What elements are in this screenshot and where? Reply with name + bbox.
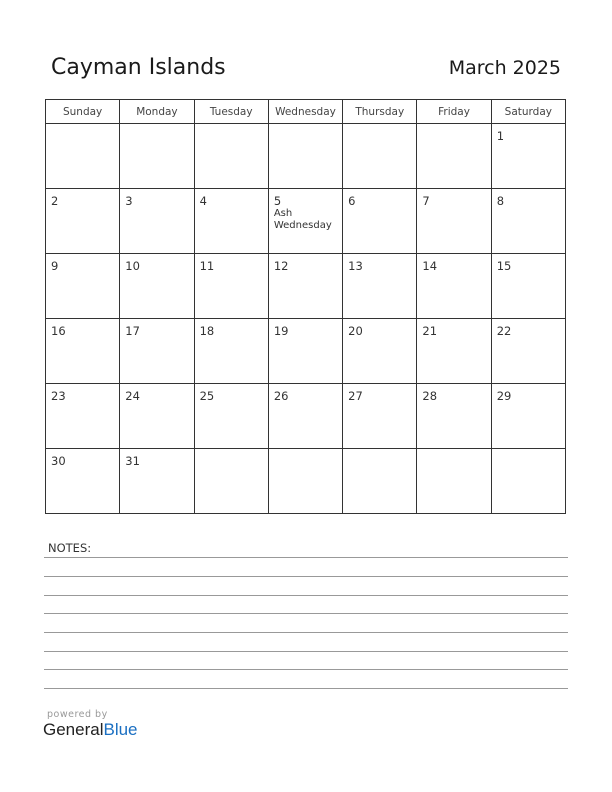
- powered-by-text: powered by: [47, 709, 108, 720]
- day-cell: [120, 449, 194, 514]
- day-cell: [46, 449, 120, 514]
- notes-line: [44, 669, 568, 670]
- notes-line: [44, 688, 568, 689]
- day-cell: [120, 189, 194, 254]
- day-cell: [343, 449, 417, 514]
- day-number: 20: [348, 324, 363, 338]
- day-number: 22: [496, 324, 512, 338]
- day-cell: [46, 189, 120, 254]
- day-number: 16: [51, 324, 66, 338]
- notes-line: [44, 651, 568, 652]
- day-number: 21: [422, 324, 438, 338]
- day-cell: [417, 124, 491, 189]
- day-cell: [120, 254, 194, 319]
- day-cell: [491, 124, 565, 189]
- day-number: 18: [199, 324, 215, 338]
- notes-line: [44, 613, 568, 614]
- day-cell: [343, 124, 417, 189]
- day-cell: [268, 254, 342, 319]
- notes-line: [44, 557, 568, 558]
- day-cell: [343, 189, 417, 254]
- day-number: 14: [422, 259, 438, 273]
- day-cell: [417, 384, 491, 449]
- day-cell: [46, 124, 120, 189]
- day-number: 19: [273, 324, 289, 338]
- day-cell: [491, 189, 565, 254]
- notes-line: [44, 576, 568, 577]
- day-cell: [268, 449, 342, 514]
- week-row: [46, 384, 566, 449]
- day-number: 7: [422, 194, 430, 208]
- weekday-tuesday: Tuesday: [194, 100, 268, 124]
- week-row: [46, 254, 566, 319]
- day-number: 11: [199, 259, 215, 273]
- day-cell: [268, 189, 342, 254]
- day-number: 6: [348, 194, 356, 208]
- day-number: 15: [496, 259, 512, 273]
- day-number: 29: [496, 389, 512, 403]
- day-cell: [417, 319, 491, 384]
- day-cell: [343, 319, 417, 384]
- day-cell: [194, 254, 268, 319]
- country-title: Cayman Islands: [51, 55, 226, 80]
- day-cell: [268, 319, 342, 384]
- day-cell: [491, 254, 565, 319]
- day-number: 8: [496, 194, 505, 208]
- brand-general: General: [43, 720, 104, 739]
- day-number: 25: [199, 389, 215, 403]
- weekday-friday: Friday: [417, 100, 491, 124]
- weekday-wednesday: Wednesday: [268, 100, 342, 124]
- week-row: [46, 124, 566, 189]
- day-cell: [46, 384, 120, 449]
- day-number: 26: [273, 389, 289, 403]
- notes-line: [44, 632, 568, 633]
- brand-logo: [43, 720, 138, 740]
- day-number: 4: [199, 194, 207, 208]
- day-number: 13: [348, 259, 363, 273]
- weekday-saturday: Saturday: [491, 100, 565, 124]
- holiday-label: Ash Wednesday: [273, 208, 332, 231]
- day-cell: [343, 254, 417, 319]
- weekday-sunday: Sunday: [46, 100, 120, 124]
- day-cell: [417, 449, 491, 514]
- day-cell: [46, 254, 120, 319]
- day-number: 10: [125, 259, 140, 273]
- day-cell: [194, 449, 268, 514]
- day-number: 5: [273, 194, 282, 208]
- day-cell: [194, 189, 268, 254]
- day-number: 17: [125, 324, 140, 338]
- day-cell: [194, 124, 268, 189]
- day-number: 30: [51, 454, 66, 468]
- notes-label: NOTES:: [48, 541, 92, 555]
- day-cell: [491, 449, 565, 514]
- day-number: 9: [51, 259, 59, 273]
- day-number: 1: [496, 129, 505, 143]
- day-cell: [343, 384, 417, 449]
- week-row: [46, 319, 566, 384]
- day-cell: [194, 319, 268, 384]
- day-number: 3: [125, 194, 133, 208]
- calendar-grid: [45, 99, 566, 514]
- weekday-monday: Monday: [120, 100, 194, 124]
- day-number: 31: [125, 454, 140, 468]
- day-cell: [120, 319, 194, 384]
- day-number: 27: [348, 389, 363, 403]
- day-cell: [268, 124, 342, 189]
- day-cell: [194, 384, 268, 449]
- week-row: [46, 449, 566, 514]
- day-number: 28: [422, 389, 438, 403]
- day-number: 2: [51, 194, 59, 208]
- day-cell: [120, 384, 194, 449]
- day-cell: [491, 319, 565, 384]
- weekday-thursday: Thursday: [343, 100, 417, 124]
- notes-line: [44, 595, 568, 596]
- day-cell: [120, 124, 194, 189]
- day-number: 24: [125, 389, 140, 403]
- brand-blue: Blue: [103, 720, 138, 739]
- day-cell: [417, 254, 491, 319]
- day-cell: [268, 384, 342, 449]
- weekday-header-row: [46, 100, 566, 124]
- month-title: March 2025: [448, 57, 561, 79]
- day-number: 12: [273, 259, 289, 273]
- day-number: 23: [51, 389, 66, 403]
- day-cell: [417, 189, 491, 254]
- day-cell: [491, 384, 565, 449]
- day-cell: [46, 319, 120, 384]
- week-row: [46, 189, 566, 254]
